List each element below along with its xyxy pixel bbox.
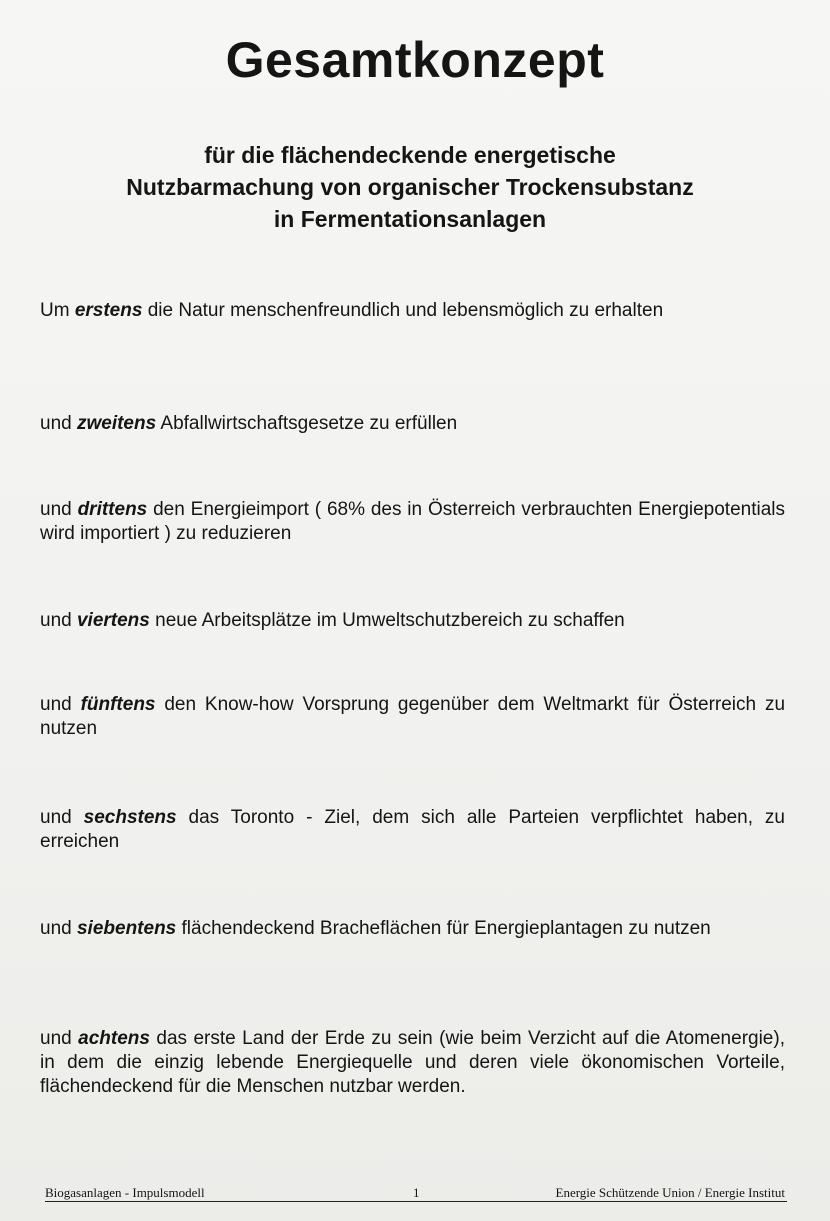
paragraph-achtens [40, 1027, 785, 1099]
footer-left-text: Biogasanlagen - Impulsmodell [45, 1185, 205, 1200]
paragraph-text: den Know-how Vorsprung gegenüber dem Weltmarkt für Österreich zu nutzen [40, 694, 786, 739]
ordinal-keyword: drittens [77, 499, 148, 520]
paragraph-erstens [40, 299, 785, 323]
paragraph-text: neue Arbeitsplätze im Umweltschutzbereich zu schaffen [149, 610, 625, 631]
ordinal-keyword: erstens [74, 300, 143, 321]
page-footer [45, 1185, 787, 1202]
ordinal-keyword: achtens [78, 1028, 150, 1049]
paragraph-viertens [40, 609, 785, 633]
ordinal-keyword: viertens [76, 610, 150, 631]
paragraph-prefix: und [40, 499, 78, 520]
ordinal-keyword: sechstens [83, 807, 177, 828]
footer-right-text: Energie Schützende Union / Energie Institut [555, 1185, 785, 1200]
paragraph-prefix: und [40, 413, 77, 434]
paragraph-prefix: und [40, 807, 84, 828]
paragraph-prefix: und [40, 918, 77, 939]
paragraph-sechstens [40, 806, 785, 854]
paragraph-text: das erste Land der Erde zu sein (wie beim Verzicht auf die Atomenergie), in dem die einzig lebende Energiequelle und deren viele ökonomischen Vorteile, flächendeckend für die Menschen nutzbar werden. [40, 1028, 785, 1097]
paragraph-prefix: und [40, 1028, 79, 1049]
paragraph-text: flächendeckend Bracheflächen für Energieplantagen zu nutzen [176, 918, 711, 939]
subtitle-line: in Fermentationsanlagen [273, 206, 547, 232]
paragraph-zweitens [40, 412, 785, 436]
paragraph-text: die Natur menschenfreundlich und lebensmöglich zu erhalten [142, 300, 664, 321]
page-title: Gesamtkonzept [225, 32, 605, 88]
paragraph-prefix: Um [40, 300, 75, 321]
ordinal-keyword: zweitens [76, 413, 157, 434]
paragraph-text: das Toronto - Ziel, dem sich alle Parteien verpflichtet haben, zu erreichen [40, 807, 785, 852]
paragraph-text: Abfallwirtschaftsgesetze zu erfüllen [156, 413, 458, 434]
paragraph-prefix: und [40, 694, 81, 715]
ordinal-keyword: fünftens [80, 694, 156, 715]
paragraph-fuenftens [40, 693, 785, 741]
subtitle-line: für die flächendeckende energetische [204, 142, 616, 168]
paragraph-drittens [40, 498, 785, 546]
paragraph-siebentens [40, 917, 785, 941]
paragraph-prefix: und [40, 610, 77, 631]
ordinal-keyword: siebentens [76, 918, 177, 939]
page-number: 1 [413, 1185, 420, 1200]
subtitle-line: Nutzbarmachung von organischer Trockensubstanz [126, 174, 694, 200]
subtitle [30, 139, 790, 235]
paragraph-text: den Energieimport ( 68% des in Österreich verbrauchten Energiepotentials wird importiert ) zu reduzieren [40, 499, 786, 544]
